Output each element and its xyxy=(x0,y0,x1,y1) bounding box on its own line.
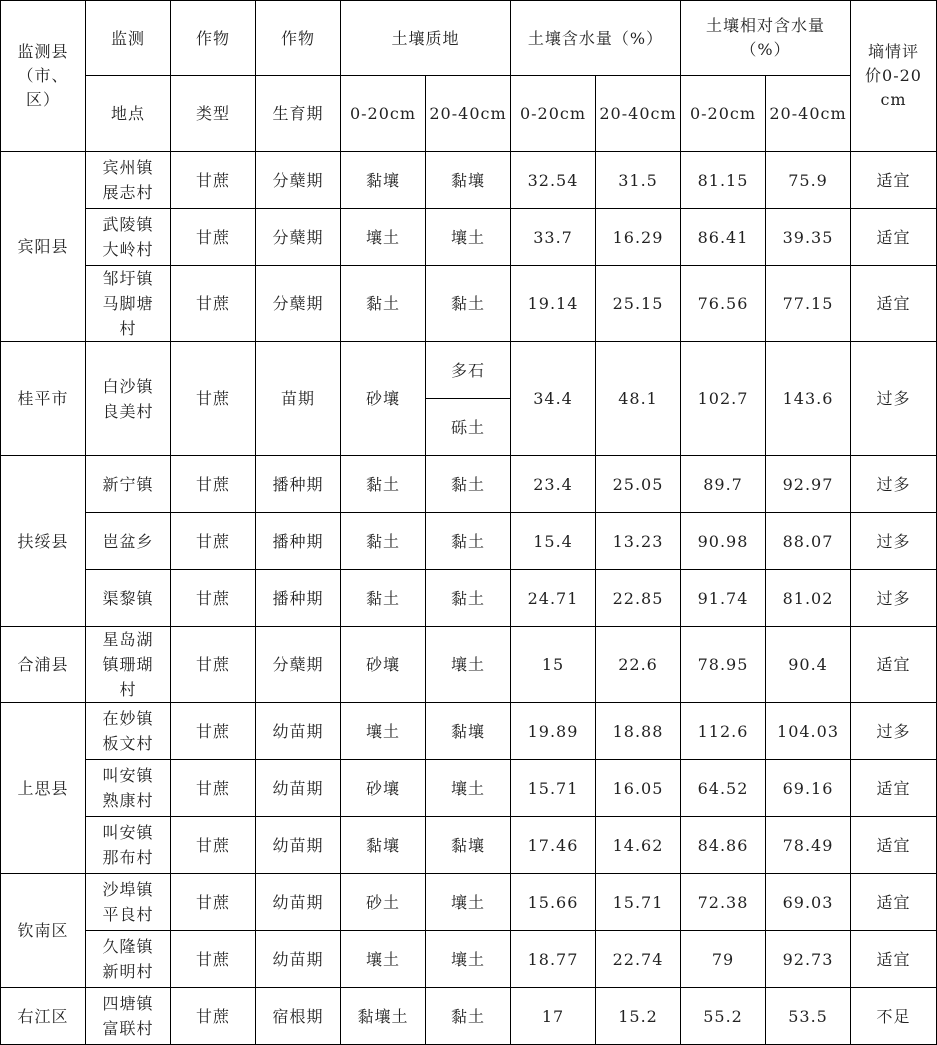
rating-cell: 过多 xyxy=(851,570,937,627)
site-cell: 渠黎镇 xyxy=(86,570,171,627)
moisture-20-40-cell: 13.23 xyxy=(596,513,681,570)
crop-cell: 甘蔗 xyxy=(171,266,256,342)
header-crop-type: 作物 xyxy=(171,1,256,76)
texture-20-40-cell: 壤土 xyxy=(426,209,511,266)
stage-cell: 幼苗期 xyxy=(256,703,341,760)
relative-20-40-cell: 92.73 xyxy=(766,931,851,988)
rating-cell: 适宜 xyxy=(851,760,937,817)
stage-cell: 播种期 xyxy=(256,456,341,513)
crop-cell: 甘蔗 xyxy=(171,570,256,627)
texture-20-40-cell-lower: 砾土 xyxy=(426,399,511,456)
relative-0-20-cell: 64.52 xyxy=(681,760,766,817)
county-cell: 扶绥县 xyxy=(1,456,86,627)
rating-cell: 适宜 xyxy=(851,152,937,209)
site-cell: 在妙镇板文村 xyxy=(86,703,171,760)
texture-20-40-cell: 壤土 xyxy=(426,760,511,817)
moisture-20-40-cell: 15.2 xyxy=(596,988,681,1045)
moisture-0-20-cell: 23.4 xyxy=(511,456,596,513)
rating-cell: 适宜 xyxy=(851,266,937,342)
table-row xyxy=(1,703,937,760)
relative-0-20-cell: 79 xyxy=(681,931,766,988)
stage-cell: 播种期 xyxy=(256,513,341,570)
texture-0-20-cell: 砂壤 xyxy=(341,627,426,703)
header-relative-0-20: 0-20cm xyxy=(681,76,766,152)
relative-0-20-cell: 112.6 xyxy=(681,703,766,760)
moisture-20-40-cell: 18.88 xyxy=(596,703,681,760)
stage-cell: 分蘖期 xyxy=(256,266,341,342)
texture-0-20-cell: 砂壤 xyxy=(341,342,426,456)
crop-cell: 甘蔗 xyxy=(171,456,256,513)
moisture-20-40-cell: 22.74 xyxy=(596,931,681,988)
relative-0-20-cell: 84.86 xyxy=(681,817,766,874)
crop-cell: 甘蔗 xyxy=(171,817,256,874)
site-cell: 新宁镇 xyxy=(86,456,171,513)
crop-cell: 甘蔗 xyxy=(171,513,256,570)
moisture-20-40-cell: 31.5 xyxy=(596,152,681,209)
relative-20-40-cell: 78.49 xyxy=(766,817,851,874)
relative-0-20-cell: 89.7 xyxy=(681,456,766,513)
site-cell: 武陵镇大岭村 xyxy=(86,209,171,266)
texture-20-40-cell: 黏土 xyxy=(426,266,511,342)
texture-20-40-cell: 黏壤 xyxy=(426,817,511,874)
table-row xyxy=(1,266,937,342)
relative-0-20-cell: 91.74 xyxy=(681,570,766,627)
header-soil-moisture: 土壤含水量（%） xyxy=(511,1,681,76)
header-row-2 xyxy=(1,76,937,152)
table-row xyxy=(1,817,937,874)
texture-0-20-cell: 黏壤 xyxy=(341,152,426,209)
stage-cell: 分蘖期 xyxy=(256,152,341,209)
moisture-0-20-cell: 17.46 xyxy=(511,817,596,874)
header-texture-20-40: 20-40cm xyxy=(426,76,511,152)
table-row xyxy=(1,874,937,931)
relative-0-20-cell: 76.56 xyxy=(681,266,766,342)
site-cell: 叫安镇熟康村 xyxy=(86,760,171,817)
crop-cell: 甘蔗 xyxy=(171,988,256,1045)
relative-0-20-cell: 86.41 xyxy=(681,209,766,266)
rating-cell: 过多 xyxy=(851,342,937,456)
texture-20-40-cell: 壤土 xyxy=(426,931,511,988)
moisture-20-40-cell: 14.62 xyxy=(596,817,681,874)
texture-0-20-cell: 黏土 xyxy=(341,513,426,570)
texture-0-20-cell: 黏土 xyxy=(341,570,426,627)
moisture-20-40-cell: 22.85 xyxy=(596,570,681,627)
table-row xyxy=(1,570,937,627)
texture-0-20-cell: 壤土 xyxy=(341,209,426,266)
crop-cell: 甘蔗 xyxy=(171,703,256,760)
texture-0-20-cell: 壤土 xyxy=(341,703,426,760)
relative-20-40-cell: 39.35 xyxy=(766,209,851,266)
crop-cell: 甘蔗 xyxy=(171,627,256,703)
relative-20-40-cell: 75.9 xyxy=(766,152,851,209)
stage-cell: 幼苗期 xyxy=(256,817,341,874)
site-cell: 白沙镇良美村 xyxy=(86,342,171,456)
header-site-sub: 地点 xyxy=(86,76,171,152)
relative-20-40-cell: 104.03 xyxy=(766,703,851,760)
header-soil-texture: 土壤质地 xyxy=(341,1,511,76)
moisture-20-40-cell: 25.05 xyxy=(596,456,681,513)
header-county: 监测县（市、区） xyxy=(1,1,86,152)
county-cell: 右江区 xyxy=(1,988,86,1045)
site-cell: 四塘镇富联村 xyxy=(86,988,171,1045)
relative-20-40-cell: 143.6 xyxy=(766,342,851,456)
texture-20-40-cell: 黏壤 xyxy=(426,703,511,760)
moisture-0-20-cell: 15.66 xyxy=(511,874,596,931)
crop-cell: 甘蔗 xyxy=(171,342,256,456)
moisture-20-40-cell: 15.71 xyxy=(596,874,681,931)
moisture-0-20-cell: 34.4 xyxy=(511,342,596,456)
site-cell: 岜盆乡 xyxy=(86,513,171,570)
table-row xyxy=(1,931,937,988)
texture-0-20-cell: 黏壤土 xyxy=(341,988,426,1045)
table-row xyxy=(1,342,937,399)
moisture-0-20-cell: 24.71 xyxy=(511,570,596,627)
moisture-20-40-cell: 16.05 xyxy=(596,760,681,817)
table-row xyxy=(1,627,937,703)
relative-20-40-cell: 69.16 xyxy=(766,760,851,817)
relative-20-40-cell: 92.97 xyxy=(766,456,851,513)
stage-cell: 宿根期 xyxy=(256,988,341,1045)
relative-0-20-cell: 55.2 xyxy=(681,988,766,1045)
relative-0-20-cell: 72.38 xyxy=(681,874,766,931)
moisture-20-40-cell: 25.15 xyxy=(596,266,681,342)
moisture-20-40-cell: 16.29 xyxy=(596,209,681,266)
site-cell: 宾州镇展志村 xyxy=(86,152,171,209)
moisture-20-40-cell: 48.1 xyxy=(596,342,681,456)
stage-cell: 苗期 xyxy=(256,342,341,456)
stage-cell: 播种期 xyxy=(256,570,341,627)
texture-0-20-cell: 壤土 xyxy=(341,931,426,988)
header-moisture-20-40: 20-40cm xyxy=(596,76,681,152)
texture-20-40-cell: 黏壤 xyxy=(426,152,511,209)
relative-20-40-cell: 53.5 xyxy=(766,988,851,1045)
table-row xyxy=(1,152,937,209)
site-cell: 沙埠镇平良村 xyxy=(86,874,171,931)
moisture-0-20-cell: 32.54 xyxy=(511,152,596,209)
texture-0-20-cell: 黏土 xyxy=(341,266,426,342)
moisture-0-20-cell: 33.7 xyxy=(511,209,596,266)
header-texture-0-20: 0-20cm xyxy=(341,76,426,152)
header-crop-type-sub: 类型 xyxy=(171,76,256,152)
county-cell: 合浦县 xyxy=(1,627,86,703)
site-cell: 久隆镇新明村 xyxy=(86,931,171,988)
rating-cell: 过多 xyxy=(851,456,937,513)
rating-cell: 适宜 xyxy=(851,209,937,266)
relative-20-40-cell: 69.03 xyxy=(766,874,851,931)
rating-cell: 适宜 xyxy=(851,627,937,703)
crop-cell: 甘蔗 xyxy=(171,209,256,266)
stage-cell: 幼苗期 xyxy=(256,931,341,988)
header-relative-20-40: 20-40cm xyxy=(766,76,851,152)
texture-20-40-cell: 黏土 xyxy=(426,456,511,513)
rating-cell: 适宜 xyxy=(851,874,937,931)
site-cell: 邹圩镇马脚塘村 xyxy=(86,266,171,342)
site-cell: 叫安镇那布村 xyxy=(86,817,171,874)
texture-20-40-cell: 黏土 xyxy=(426,570,511,627)
crop-cell: 甘蔗 xyxy=(171,760,256,817)
stage-cell: 分蘖期 xyxy=(256,627,341,703)
table-row xyxy=(1,760,937,817)
header-relative-moisture: 土壤相对含水量（%） xyxy=(681,1,851,76)
county-cell: 桂平市 xyxy=(1,342,86,456)
rating-cell: 适宜 xyxy=(851,931,937,988)
moisture-0-20-cell: 15.71 xyxy=(511,760,596,817)
relative-0-20-cell: 90.98 xyxy=(681,513,766,570)
texture-0-20-cell: 砂壤 xyxy=(341,760,426,817)
moisture-0-20-cell: 19.14 xyxy=(511,266,596,342)
stage-cell: 幼苗期 xyxy=(256,874,341,931)
site-cell: 星岛湖镇珊瑚村 xyxy=(86,627,171,703)
moisture-0-20-cell: 18.77 xyxy=(511,931,596,988)
header-growth-stage: 作物 xyxy=(256,1,341,76)
header-moisture-rating: 墒情评价0-20cm xyxy=(851,1,937,152)
texture-20-40-cell: 壤土 xyxy=(426,627,511,703)
county-cell: 钦南区 xyxy=(1,874,86,988)
moisture-0-20-cell: 17 xyxy=(511,988,596,1045)
texture-20-40-cell: 黏土 xyxy=(426,988,511,1045)
rating-cell: 过多 xyxy=(851,513,937,570)
header-moisture-0-20: 0-20cm xyxy=(511,76,596,152)
moisture-0-20-cell: 19.89 xyxy=(511,703,596,760)
table-row xyxy=(1,209,937,266)
table-row xyxy=(1,513,937,570)
crop-cell: 甘蔗 xyxy=(171,931,256,988)
moisture-0-20-cell: 15.4 xyxy=(511,513,596,570)
moisture-20-40-cell: 22.6 xyxy=(596,627,681,703)
stage-cell: 分蘖期 xyxy=(256,209,341,266)
relative-0-20-cell: 78.95 xyxy=(681,627,766,703)
table-row xyxy=(1,988,937,1045)
county-cell: 上思县 xyxy=(1,703,86,874)
relative-0-20-cell: 81.15 xyxy=(681,152,766,209)
stage-cell: 幼苗期 xyxy=(256,760,341,817)
texture-0-20-cell: 砂土 xyxy=(341,874,426,931)
county-cell: 宾阳县 xyxy=(1,152,86,342)
moisture-0-20-cell: 15 xyxy=(511,627,596,703)
crop-cell: 甘蔗 xyxy=(171,152,256,209)
rating-cell: 过多 xyxy=(851,703,937,760)
texture-0-20-cell: 黏壤 xyxy=(341,817,426,874)
table-row xyxy=(1,456,937,513)
texture-20-40-cell-upper: 多石 xyxy=(426,342,511,399)
relative-20-40-cell: 77.15 xyxy=(766,266,851,342)
header-row-1 xyxy=(1,1,937,76)
rating-cell: 适宜 xyxy=(851,817,937,874)
texture-20-40-cell: 黏土 xyxy=(426,513,511,570)
relative-20-40-cell: 88.07 xyxy=(766,513,851,570)
header-growth-stage-sub: 生育期 xyxy=(256,76,341,152)
rating-cell: 不足 xyxy=(851,988,937,1045)
relative-20-40-cell: 90.4 xyxy=(766,627,851,703)
crop-cell: 甘蔗 xyxy=(171,874,256,931)
texture-20-40-cell: 壤土 xyxy=(426,874,511,931)
header-site: 监测 xyxy=(86,1,171,76)
relative-0-20-cell: 102.7 xyxy=(681,342,766,456)
texture-0-20-cell: 黏土 xyxy=(341,456,426,513)
relative-20-40-cell: 81.02 xyxy=(766,570,851,627)
